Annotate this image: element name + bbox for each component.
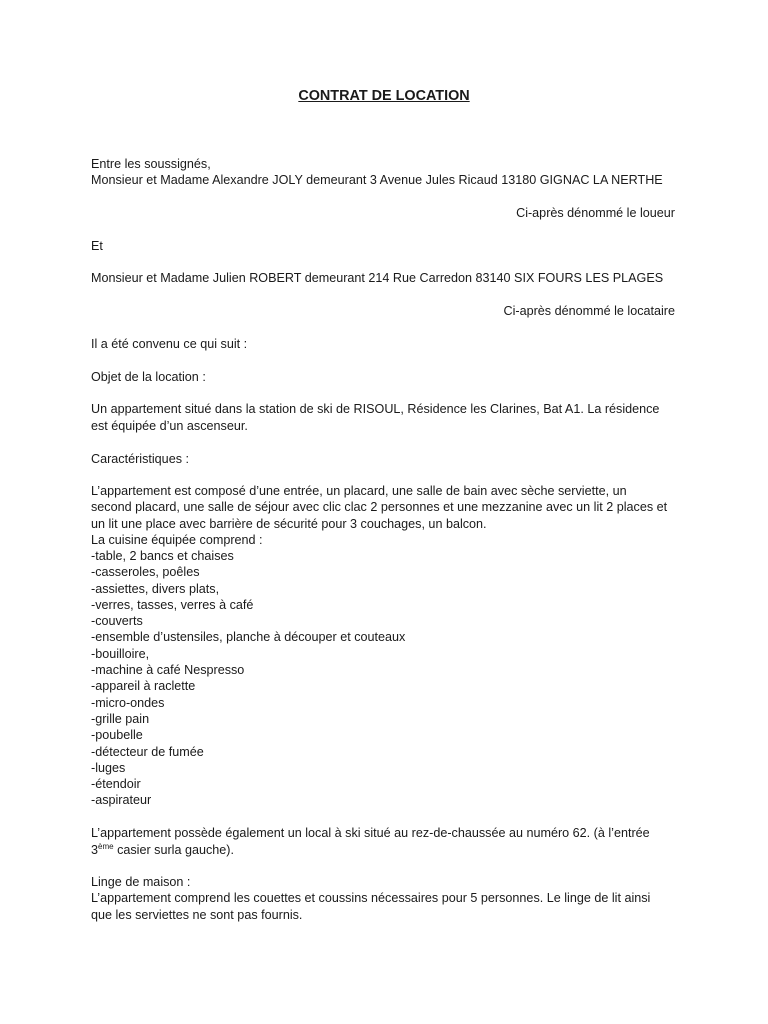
list-item: -bouilloire,	[91, 646, 150, 661]
tenant-text: Monsieur et Madame Julien ROBERT demeurant 214 Rue Carredon 83140 SIX FOURS LES PLAGES	[91, 271, 664, 285]
intro-text: Entre les soussignés,	[91, 157, 211, 171]
linen-text-line-2: que les serviettes ne sont pas fournis.	[91, 908, 303, 922]
ski-room-text-line-2	[91, 842, 234, 858]
agreed-text: Il a été convenu ce qui suit :	[91, 337, 248, 351]
list-item: -appareil à raclette	[91, 679, 196, 694]
list-item: -casseroles, poêles	[91, 565, 200, 580]
linen-heading: Linge de maison :	[91, 875, 191, 889]
list-item: -luges	[91, 760, 126, 775]
tenant-designation: Ci-après dénommé le locataire	[503, 304, 675, 318]
list-item: -table, 2 bancs et chaises	[91, 549, 234, 563]
ski-locker-text: casier surla gauche).	[113, 843, 234, 857]
list-item: -ensemble d’ustensiles, planche à découper et couteaux	[91, 630, 406, 645]
list-item: -détecteur de fumée	[91, 744, 204, 759]
list-item: -étendoir	[91, 777, 141, 792]
kitchen-list	[91, 548, 405, 809]
lessor-text: Monsieur et Madame Alexandre JOLY demeurant 3 Avenue Jules Ricaud 13180 GIGNAC LA NERTHE	[91, 173, 663, 187]
features-text-line-2: second placard, une salle de séjour avec clic clac 2 personnes et une mezzanine avec un lit 2 places et	[91, 500, 668, 514]
ski-locker-number: 3	[91, 843, 99, 857]
features-text-line-1: L’appartement est composé d’une entrée, un placard, une salle de bain avec sèche serviette, un	[91, 484, 627, 498]
features-heading: Caractéristiques :	[91, 452, 189, 466]
list-item: -poubelle	[91, 728, 143, 743]
object-text-line-1: Un appartement situé dans la station de ski de RISOUL, Résidence les Clarines, Bat A1. La résidence	[91, 402, 660, 416]
list-item: -couverts	[91, 614, 143, 629]
object-text-line-2: est équipée d’un ascenseur.	[91, 419, 248, 433]
document-title: CONTRAT DE LOCATION	[298, 88, 470, 104]
list-item: -aspirateur	[91, 793, 152, 808]
lessor-designation: Ci-après dénommé le loueur	[516, 206, 675, 220]
ordinal-suffix: ème	[98, 841, 114, 851]
list-item: -verres, tasses, verres à café	[91, 597, 254, 612]
list-item: -machine à café Nespresso	[91, 663, 245, 678]
linen-text-line-1: L’appartement comprend les couettes et coussins nécessaires pour 5 personnes. Le linge de lit ainsi	[91, 891, 651, 905]
object-heading: Objet de la location :	[91, 370, 206, 384]
list-item: -grille pain	[91, 711, 150, 726]
ski-room-text-line-1: L’appartement possède également un local à ski situé au rez-de-chaussée au numéro 62. (à l’entrée	[91, 826, 650, 840]
list-item: -micro-ondes	[91, 695, 165, 710]
list-item: -assiettes, divers plats,	[91, 581, 220, 596]
features-text-line-3: un lit une place avec barrière de sécurité pour 3 couchages, un balcon.	[91, 517, 487, 531]
and-text: Et	[91, 239, 103, 253]
kitchen-heading: La cuisine équipée comprend :	[91, 533, 263, 547]
